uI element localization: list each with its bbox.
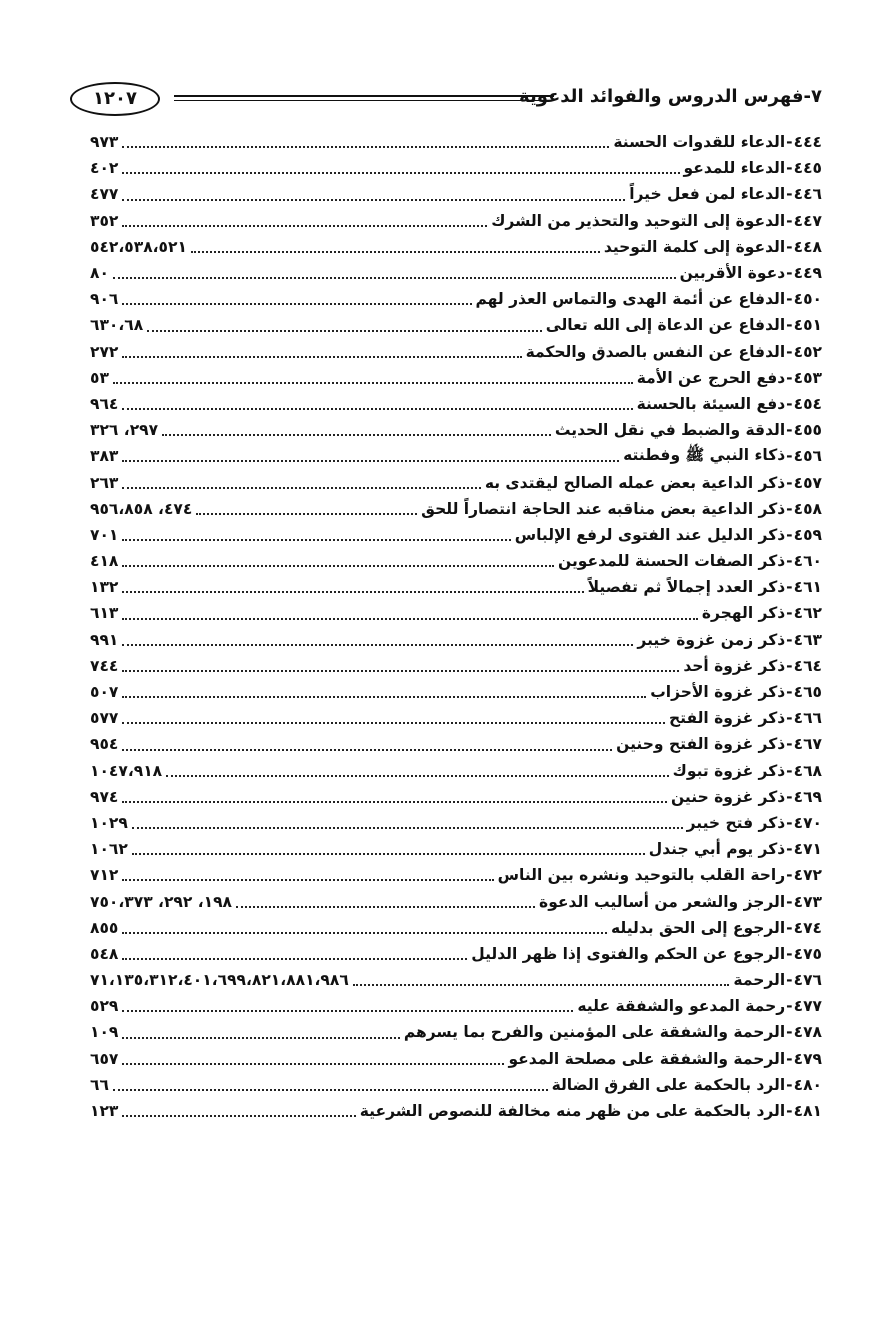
index-entry (90, 443, 822, 469)
index-entry (90, 234, 822, 260)
dot-leader (122, 590, 583, 593)
dot-leader (162, 433, 551, 436)
index-list (90, 129, 822, 1124)
entry-number: ٤٧٩ (793, 1049, 822, 1068)
dot-leader (113, 276, 676, 279)
dot-leader (122, 486, 480, 489)
entry-topic: الدفاع عن الدعاة إلى الله تعالى (545, 316, 786, 335)
entry-pages: ٧١،١٣٥،٣١٢،٤٠١،٦٩٩،٨٢١،٨٨١،٩٨٦ (90, 971, 349, 990)
entry-pages: ١٣٢ (90, 578, 119, 597)
entry-number: ٤٥٤ (793, 394, 822, 413)
dot-leader (122, 1062, 504, 1065)
entry-number: ٤٥٩ (793, 525, 822, 544)
entry-number: ٤٤٤ (793, 133, 822, 152)
entry-topic: الرجوع عن الحكم والفتوى إذا ظهر الدليل (471, 944, 786, 963)
entry-pages: ٨٠ (90, 264, 109, 283)
entry-dash: - (786, 630, 793, 649)
entry-dash: - (786, 342, 793, 361)
entry-topic: الرجوع إلى الحق بدليله (610, 918, 786, 937)
entry-topic: الرد بالحكمة على الفرق الضالة (551, 1075, 786, 1094)
entry-topic: الرحمة (733, 971, 786, 990)
entry-pages: ٧٠١ (90, 525, 119, 544)
entry-topic: الرحمة والشفقة على مصلحة المدعو (508, 1049, 786, 1068)
entry-dash: - (786, 368, 793, 387)
index-entry (90, 862, 822, 888)
entry-pages: ١٠٢٩ (90, 813, 128, 832)
entry-topic: ذكر غزوة حنين (670, 787, 786, 806)
entry-topic: الدعاء لمن فعل خيراً (629, 185, 786, 204)
index-entry (90, 888, 822, 914)
entry-dash: - (786, 735, 793, 754)
entry-pages: ٤٧٤، ٩٥٦،٨٥٨ (90, 499, 193, 518)
dot-leader (196, 512, 417, 515)
entry-topic: ذكر يوم أبي جندل (648, 840, 786, 859)
entry-dash: - (786, 918, 793, 937)
entry-pages: ٨٥٥ (90, 918, 119, 937)
entry-pages: ٢٦٣ (90, 473, 119, 492)
entry-number: ٤٤٨ (793, 237, 822, 256)
entry-dash: - (786, 264, 793, 283)
entry-number: ٤٥٨ (793, 499, 822, 518)
entry-number: ٤٤٧ (793, 211, 822, 230)
entry-topic: الرحمة والشفقة على المؤمنين والفرح بما يسرهم (403, 1023, 786, 1042)
entry-number: ٤٦٨ (793, 761, 822, 780)
entry-topic: ذكر فتح خيبر (686, 813, 786, 832)
entry-dash: - (786, 840, 793, 859)
entry-pages: ٣٥٢ (90, 211, 119, 230)
index-entry (90, 993, 822, 1019)
entry-number: ٤٨١ (793, 1102, 822, 1121)
index-entry (90, 679, 822, 705)
entry-dash: - (786, 499, 793, 518)
entry-pages: ٦٥٧ (90, 1049, 119, 1068)
index-entry (90, 391, 822, 417)
entry-dash: - (786, 473, 793, 492)
index-entry (90, 941, 822, 967)
dot-leader (122, 171, 679, 174)
entry-dash: - (786, 578, 793, 597)
dot-leader (132, 826, 683, 829)
entry-number: ٤٧٨ (793, 1023, 822, 1042)
entry-number: ٤٦٩ (793, 787, 822, 806)
entry-pages: ٢٧٢ (90, 342, 119, 361)
dot-leader (113, 381, 633, 384)
header-rule (174, 95, 554, 101)
dot-leader (132, 852, 645, 855)
index-entry (90, 260, 822, 286)
index-entry (90, 574, 822, 600)
entry-number: ٤٧٧ (793, 997, 822, 1016)
entry-dash: - (786, 421, 793, 440)
dot-leader (122, 355, 521, 358)
dot-leader (122, 145, 609, 148)
index-entry (90, 181, 822, 207)
entry-pages: ٩٦٤ (90, 394, 119, 413)
entry-number: ٤٥٣ (793, 368, 822, 387)
page-header (70, 82, 822, 116)
entry-pages: ٥٠٧ (90, 683, 119, 702)
index-entry (90, 1098, 822, 1124)
dot-leader (122, 1114, 355, 1117)
entry-number: ٤٧٦ (793, 971, 822, 990)
entry-dash: - (786, 1075, 793, 1094)
entry-dash: - (786, 237, 793, 256)
index-entry (90, 417, 822, 443)
entry-pages: ١٠٦٢ (90, 840, 128, 859)
entry-number: ٤٥٥ (793, 421, 822, 440)
index-entry (90, 784, 822, 810)
entry-pages: ٦٣٠،٦٨ (90, 316, 144, 335)
entry-topic: ذكر زمن غزوة خيبر (637, 630, 786, 649)
entry-dash: - (786, 133, 793, 152)
index-entry (90, 496, 822, 522)
entry-topic: الدعوة إلى التوحيد والتحذير من الشرك (491, 211, 786, 230)
index-entry (90, 653, 822, 679)
entry-dash: - (786, 290, 793, 309)
entry-number: ٤٦٢ (793, 604, 822, 623)
entry-topic: دعوة الأقربين (679, 264, 786, 283)
index-entry (90, 548, 822, 574)
section-title: ٧-فهرس الدروس والفوائد الدعوية (519, 86, 822, 107)
entry-pages: ٩٧٤ (90, 787, 119, 806)
entry-topic: ذكر الدليل عند الفتوى لرفع الإلباس (514, 525, 786, 544)
entry-topic: الدقة والضبط في نقل الحديث (554, 421, 786, 440)
entry-dash: - (786, 866, 793, 885)
index-entry (90, 810, 822, 836)
entry-pages: ٦٦ (90, 1075, 109, 1094)
entry-number: ٤٥٧ (793, 473, 822, 492)
entry-dash: - (786, 552, 793, 571)
index-entry (90, 286, 822, 312)
dot-leader (353, 983, 730, 986)
index-entry (90, 1019, 822, 1045)
index-entry (90, 312, 822, 338)
index-entry (90, 129, 822, 155)
entry-dash: - (786, 159, 793, 178)
dot-leader (122, 800, 667, 803)
entry-pages: ١٠٤٧،٩١٨ (90, 761, 163, 780)
entry-topic: ذكاء النبي ﷺ وفطنته (623, 445, 786, 464)
index-entry (90, 705, 822, 731)
entry-number: ٤٤٩ (793, 264, 822, 283)
entry-number: ٤٧٣ (793, 892, 822, 911)
entry-topic: ذكر غزوة الأحزاب (650, 683, 786, 702)
entry-dash: - (786, 525, 793, 544)
entry-topic: الدعاء للمدعو (683, 159, 786, 178)
entry-number: ٤٧٠ (793, 813, 822, 832)
entry-dash: - (786, 394, 793, 413)
entry-dash: - (786, 211, 793, 230)
entry-pages: ٤٧٧ (90, 185, 119, 204)
dot-leader (122, 643, 633, 646)
entry-topic: ذكر الداعية بعض مناقبه عند الحاجة انتصاراً للحق (421, 499, 786, 518)
index-entry (90, 836, 822, 862)
entry-number: ٤٤٦ (793, 185, 822, 204)
entry-dash: - (786, 761, 793, 780)
entry-topic: رحمة المدعو والشفقة عليه (577, 997, 786, 1016)
entry-number: ٤٨٠ (793, 1075, 822, 1094)
entry-pages: ٤٠٢ (90, 159, 119, 178)
entry-topic: ذكر الداعية بعض عمله الصالح ليقتدى به (484, 473, 786, 492)
entry-pages: ٤١٨ (90, 552, 119, 571)
dot-leader (122, 1036, 399, 1039)
entry-pages: ٥٤٢،٥٣٨،٥٢١ (90, 237, 187, 256)
dot-leader (122, 669, 679, 672)
entry-pages: ١٩٨، ٢٩٢، ٧٥٠،٣٧٣ (90, 892, 233, 911)
dot-leader (122, 564, 554, 567)
dot-leader (113, 1088, 548, 1091)
entry-number: ٤٦٠ (793, 552, 822, 571)
entry-dash: - (786, 1023, 793, 1042)
dot-leader (122, 748, 612, 751)
entry-pages: ١٠٩ (90, 1023, 119, 1042)
page-number-badge: ١٢٠٧ (70, 82, 160, 116)
entry-number: ٤٥٦ (793, 447, 822, 466)
entry-topic: ذكر العدد إجمالاً ثم تفصيلاً (587, 578, 786, 597)
entry-number: ٤٦١ (793, 578, 822, 597)
entry-number: ٤٦٦ (793, 709, 822, 728)
entry-pages: ١٢٣ (90, 1102, 119, 1121)
dot-leader (166, 774, 669, 777)
entry-dash: - (786, 447, 793, 466)
entry-pages: ٧١٢ (90, 866, 119, 885)
dot-leader (122, 617, 697, 620)
entry-number: ٤٧٥ (793, 944, 822, 963)
dot-leader (236, 905, 535, 908)
dot-leader (122, 538, 510, 541)
entry-number: ٤٥٢ (793, 342, 822, 361)
entry-number: ٤٧٤ (793, 918, 822, 937)
entry-dash: - (786, 892, 793, 911)
entry-topic: دفع الحرج عن الأمة (636, 368, 786, 387)
entry-number: ٤٤٥ (793, 159, 822, 178)
entry-number: ٤٦٣ (793, 630, 822, 649)
dot-leader (147, 329, 542, 332)
dot-leader (122, 198, 625, 201)
entry-topic: راحة القلب بالتوحيد ونشره بين الناس (497, 866, 786, 885)
entry-dash: - (786, 709, 793, 728)
entry-number: ٤٥١ (793, 316, 822, 335)
index-entry (90, 339, 822, 365)
entry-number: ٤٧٢ (793, 866, 822, 885)
entry-pages: ٣٨٣ (90, 447, 119, 466)
index-entry (90, 731, 822, 757)
entry-topic: ذكر غزوة الفتح (668, 709, 786, 728)
entry-number: ٤٥٠ (793, 290, 822, 309)
index-entry (90, 758, 822, 784)
entry-number: ٤٦٤ (793, 656, 822, 675)
entry-topic: ذكر الصفات الحسنة للمدعوين (558, 552, 786, 571)
entry-dash: - (786, 813, 793, 832)
entry-topic: ذكر غزوة أحد (683, 656, 786, 675)
entry-topic: الدعاء للقدوات الحسنة (613, 133, 786, 152)
entry-number: ٤٦٧ (793, 735, 822, 754)
index-entry (90, 1072, 822, 1098)
dot-leader (122, 407, 632, 410)
entry-dash: - (786, 971, 793, 990)
dot-leader (122, 957, 467, 960)
entry-pages: ٥٣ (90, 368, 109, 387)
entry-dash: - (786, 604, 793, 623)
entry-pages: ٩٧٣ (90, 133, 119, 152)
entry-pages: ٩٠٦ (90, 290, 119, 309)
dot-leader (122, 721, 665, 724)
entry-topic: دفع السيئة بالحسنة (636, 394, 786, 413)
dot-leader (122, 878, 493, 881)
entry-topic: الرجز والشعر من أساليب الدعوة (539, 892, 786, 911)
index-entry (90, 365, 822, 391)
index-entry (90, 1046, 822, 1072)
entry-pages: ٦١٣ (90, 604, 119, 623)
entry-dash: - (786, 787, 793, 806)
entry-topic: ذكر غزوة الفتح وحنين (616, 735, 786, 754)
dot-leader (191, 250, 600, 253)
entry-topic: ذكر الهجرة (701, 604, 786, 623)
index-entry (90, 155, 822, 181)
entry-dash: - (786, 656, 793, 675)
index-entry (90, 915, 822, 941)
entry-dash: - (786, 1049, 793, 1068)
dot-leader (122, 302, 471, 305)
entry-topic: الدفاع عن النفس بالصدق والحكمة (525, 342, 786, 361)
entry-topic: ذكر غزوة تبوك (672, 761, 786, 780)
entry-dash: - (786, 683, 793, 702)
index-entry (90, 522, 822, 548)
entry-pages: ٥٢٩ (90, 997, 119, 1016)
entry-pages: ٩٩١ (90, 630, 119, 649)
entry-pages: ٢٩٧، ٣٢٦ (90, 421, 159, 440)
index-entry (90, 600, 822, 626)
entry-number: ٤٧١ (793, 840, 822, 859)
entry-dash: - (786, 1102, 793, 1121)
dot-leader (122, 224, 487, 227)
dot-leader (122, 695, 646, 698)
dot-leader (122, 1009, 573, 1012)
entry-topic: الرد بالحكمة على من ظهر منه مخالفة للنصوص الشرعية (359, 1102, 786, 1121)
entry-dash: - (786, 997, 793, 1016)
entry-pages: ٩٥٤ (90, 735, 119, 754)
entry-pages: ٥٧٧ (90, 709, 119, 728)
entry-number: ٤٦٥ (793, 683, 822, 702)
entry-dash: - (786, 185, 793, 204)
entry-pages: ٧٤٤ (90, 656, 119, 675)
dot-leader (122, 459, 619, 462)
entry-dash: - (786, 944, 793, 963)
index-entry (90, 469, 822, 495)
entry-topic: الدعوة إلى كلمة التوحيد (603, 237, 786, 256)
index-entry (90, 627, 822, 653)
dot-leader (122, 931, 607, 934)
entry-dash: - (786, 316, 793, 335)
entry-pages: ٥٤٨ (90, 944, 119, 963)
entry-topic: الدفاع عن أئمة الهدى والتماس العذر لهم (475, 290, 786, 309)
index-entry (90, 967, 822, 993)
index-entry (90, 208, 822, 234)
